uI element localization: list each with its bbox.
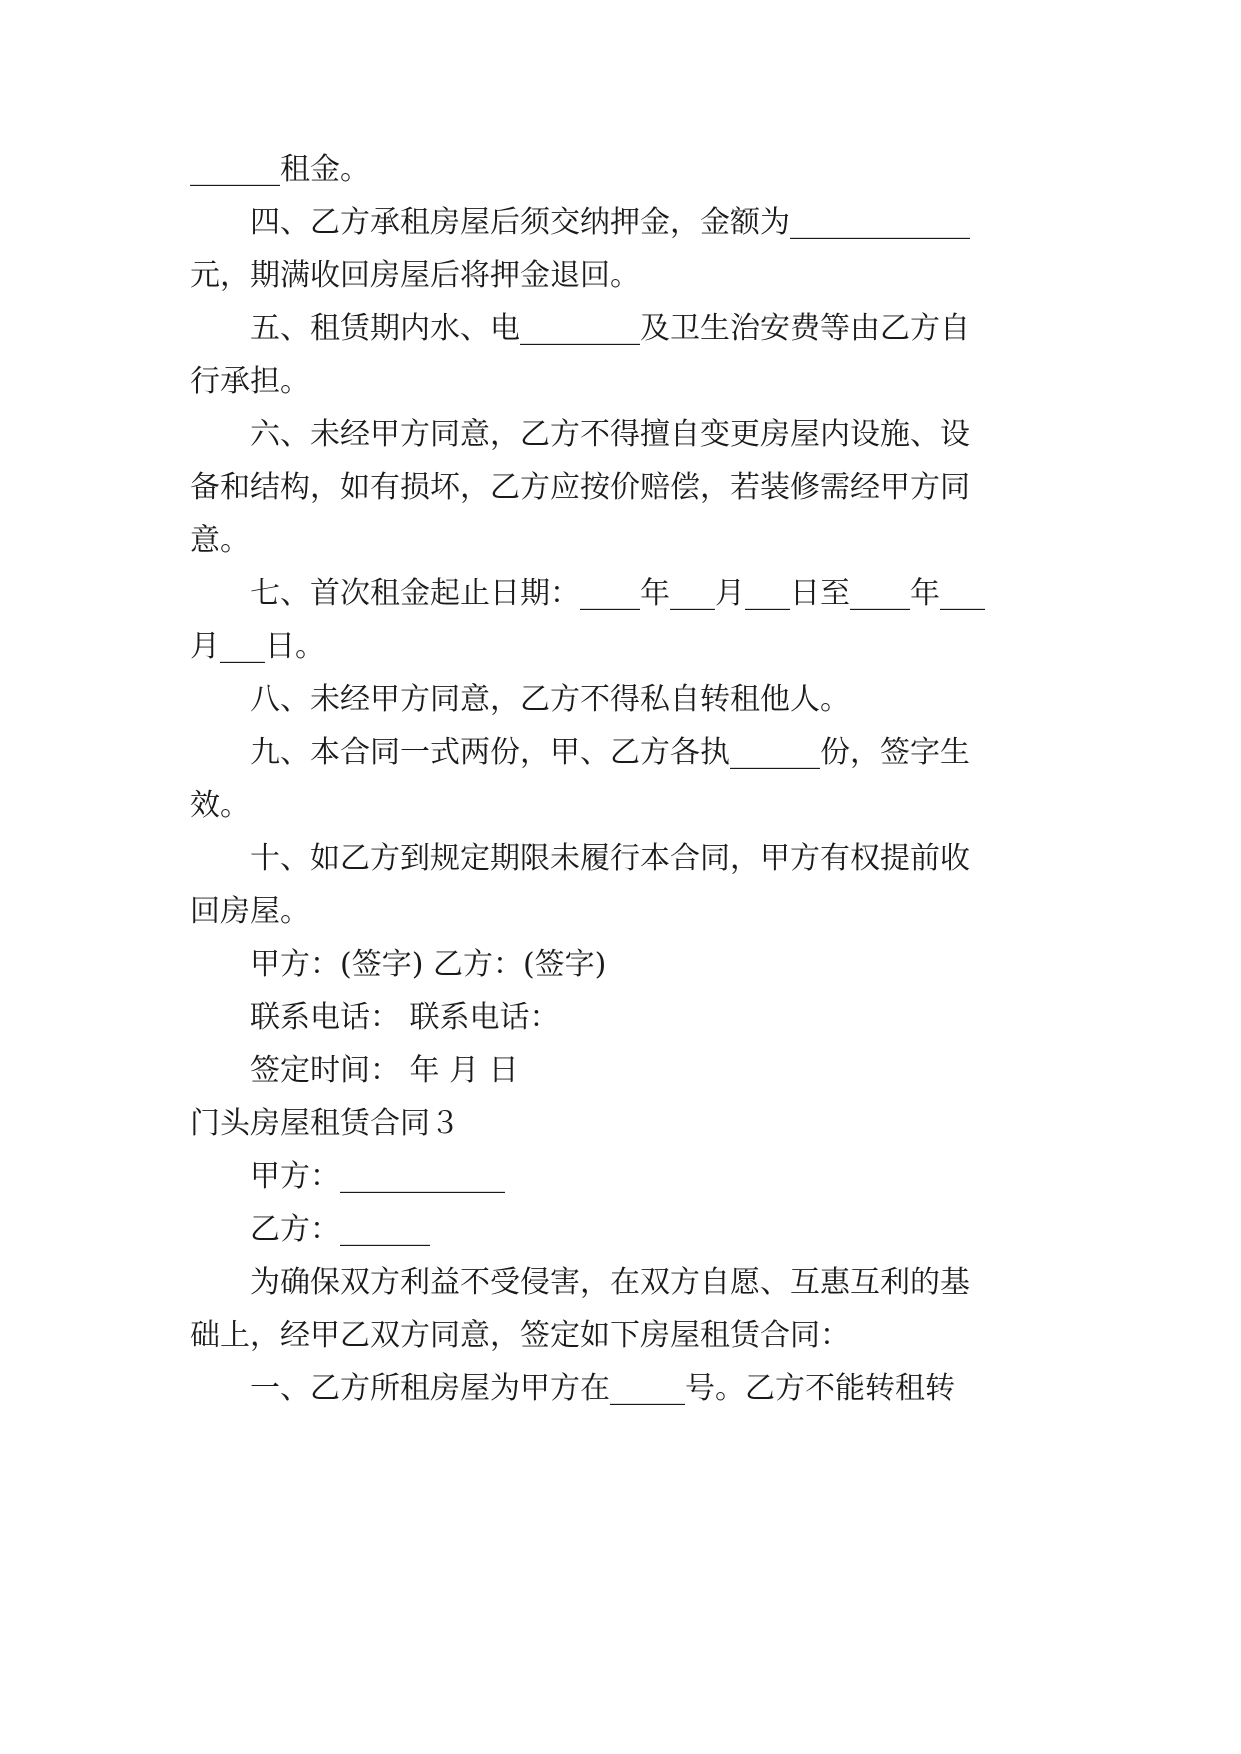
date-line: 签定时间： 年 月 日 bbox=[250, 1053, 519, 1088]
clause-5-line-2: 行承担。 bbox=[190, 364, 310, 399]
clause-4-line-1: 四、乙方承租房屋后须交纳押金，金额为____________ bbox=[250, 205, 970, 240]
clause-6-line-1: 六、未经甲方同意，乙方不得擅自变更房屋内设施、设 bbox=[250, 417, 970, 452]
paragraph-line: ______租金。 bbox=[190, 152, 370, 187]
clause-6-line-3: 意。 bbox=[190, 523, 250, 558]
phone-line: 联系电话： 联系电话： bbox=[250, 1000, 560, 1035]
signature-line: 甲方：(签字) 乙方：(签字) bbox=[250, 947, 607, 982]
clause-10-line-2: 回房屋。 bbox=[190, 894, 310, 929]
clause-7-line-2: 月___日。 bbox=[190, 629, 325, 664]
clause-5-line-1: 五、租赁期内水、电________及卫生治安费等由乙方自 bbox=[250, 311, 970, 346]
clause-8-line: 八、未经甲方同意，乙方不得私自转租他人。 bbox=[250, 682, 850, 717]
party-b-line: 乙方：______ bbox=[250, 1212, 430, 1247]
clause-7-line-1: 七、首次租金起止日期：____年___月___日至____年___ bbox=[250, 576, 985, 611]
clause-9-line-2: 效。 bbox=[190, 788, 250, 823]
clause-9-line-1: 九、本合同一式两份，甲、乙方各执______份，签字生 bbox=[250, 735, 970, 770]
clause-6-line-2: 备和结构，如有损坏，乙方应按价赔偿，若装修需经甲方同 bbox=[190, 470, 970, 505]
party-a-line: 甲方：___________ bbox=[250, 1159, 505, 1194]
preamble-line-2: 础上，经甲乙双方同意，签定如下房屋租赁合同： bbox=[190, 1318, 850, 1353]
clause-10-line-1: 十、如乙方到规定期限未履行本合同，甲方有权提前收 bbox=[250, 841, 970, 876]
section-title: 门头房屋租赁合同３ bbox=[190, 1106, 460, 1141]
clause-4-line-2: 元，期满收回房屋后将押金退回。 bbox=[190, 258, 640, 293]
preamble-line-1: 为确保双方利益不受侵害，在双方自愿、互惠互利的基 bbox=[250, 1265, 970, 1300]
clause-1-line-1: 一、乙方所租房屋为甲方在_____号。乙方不能转租转 bbox=[250, 1371, 955, 1406]
